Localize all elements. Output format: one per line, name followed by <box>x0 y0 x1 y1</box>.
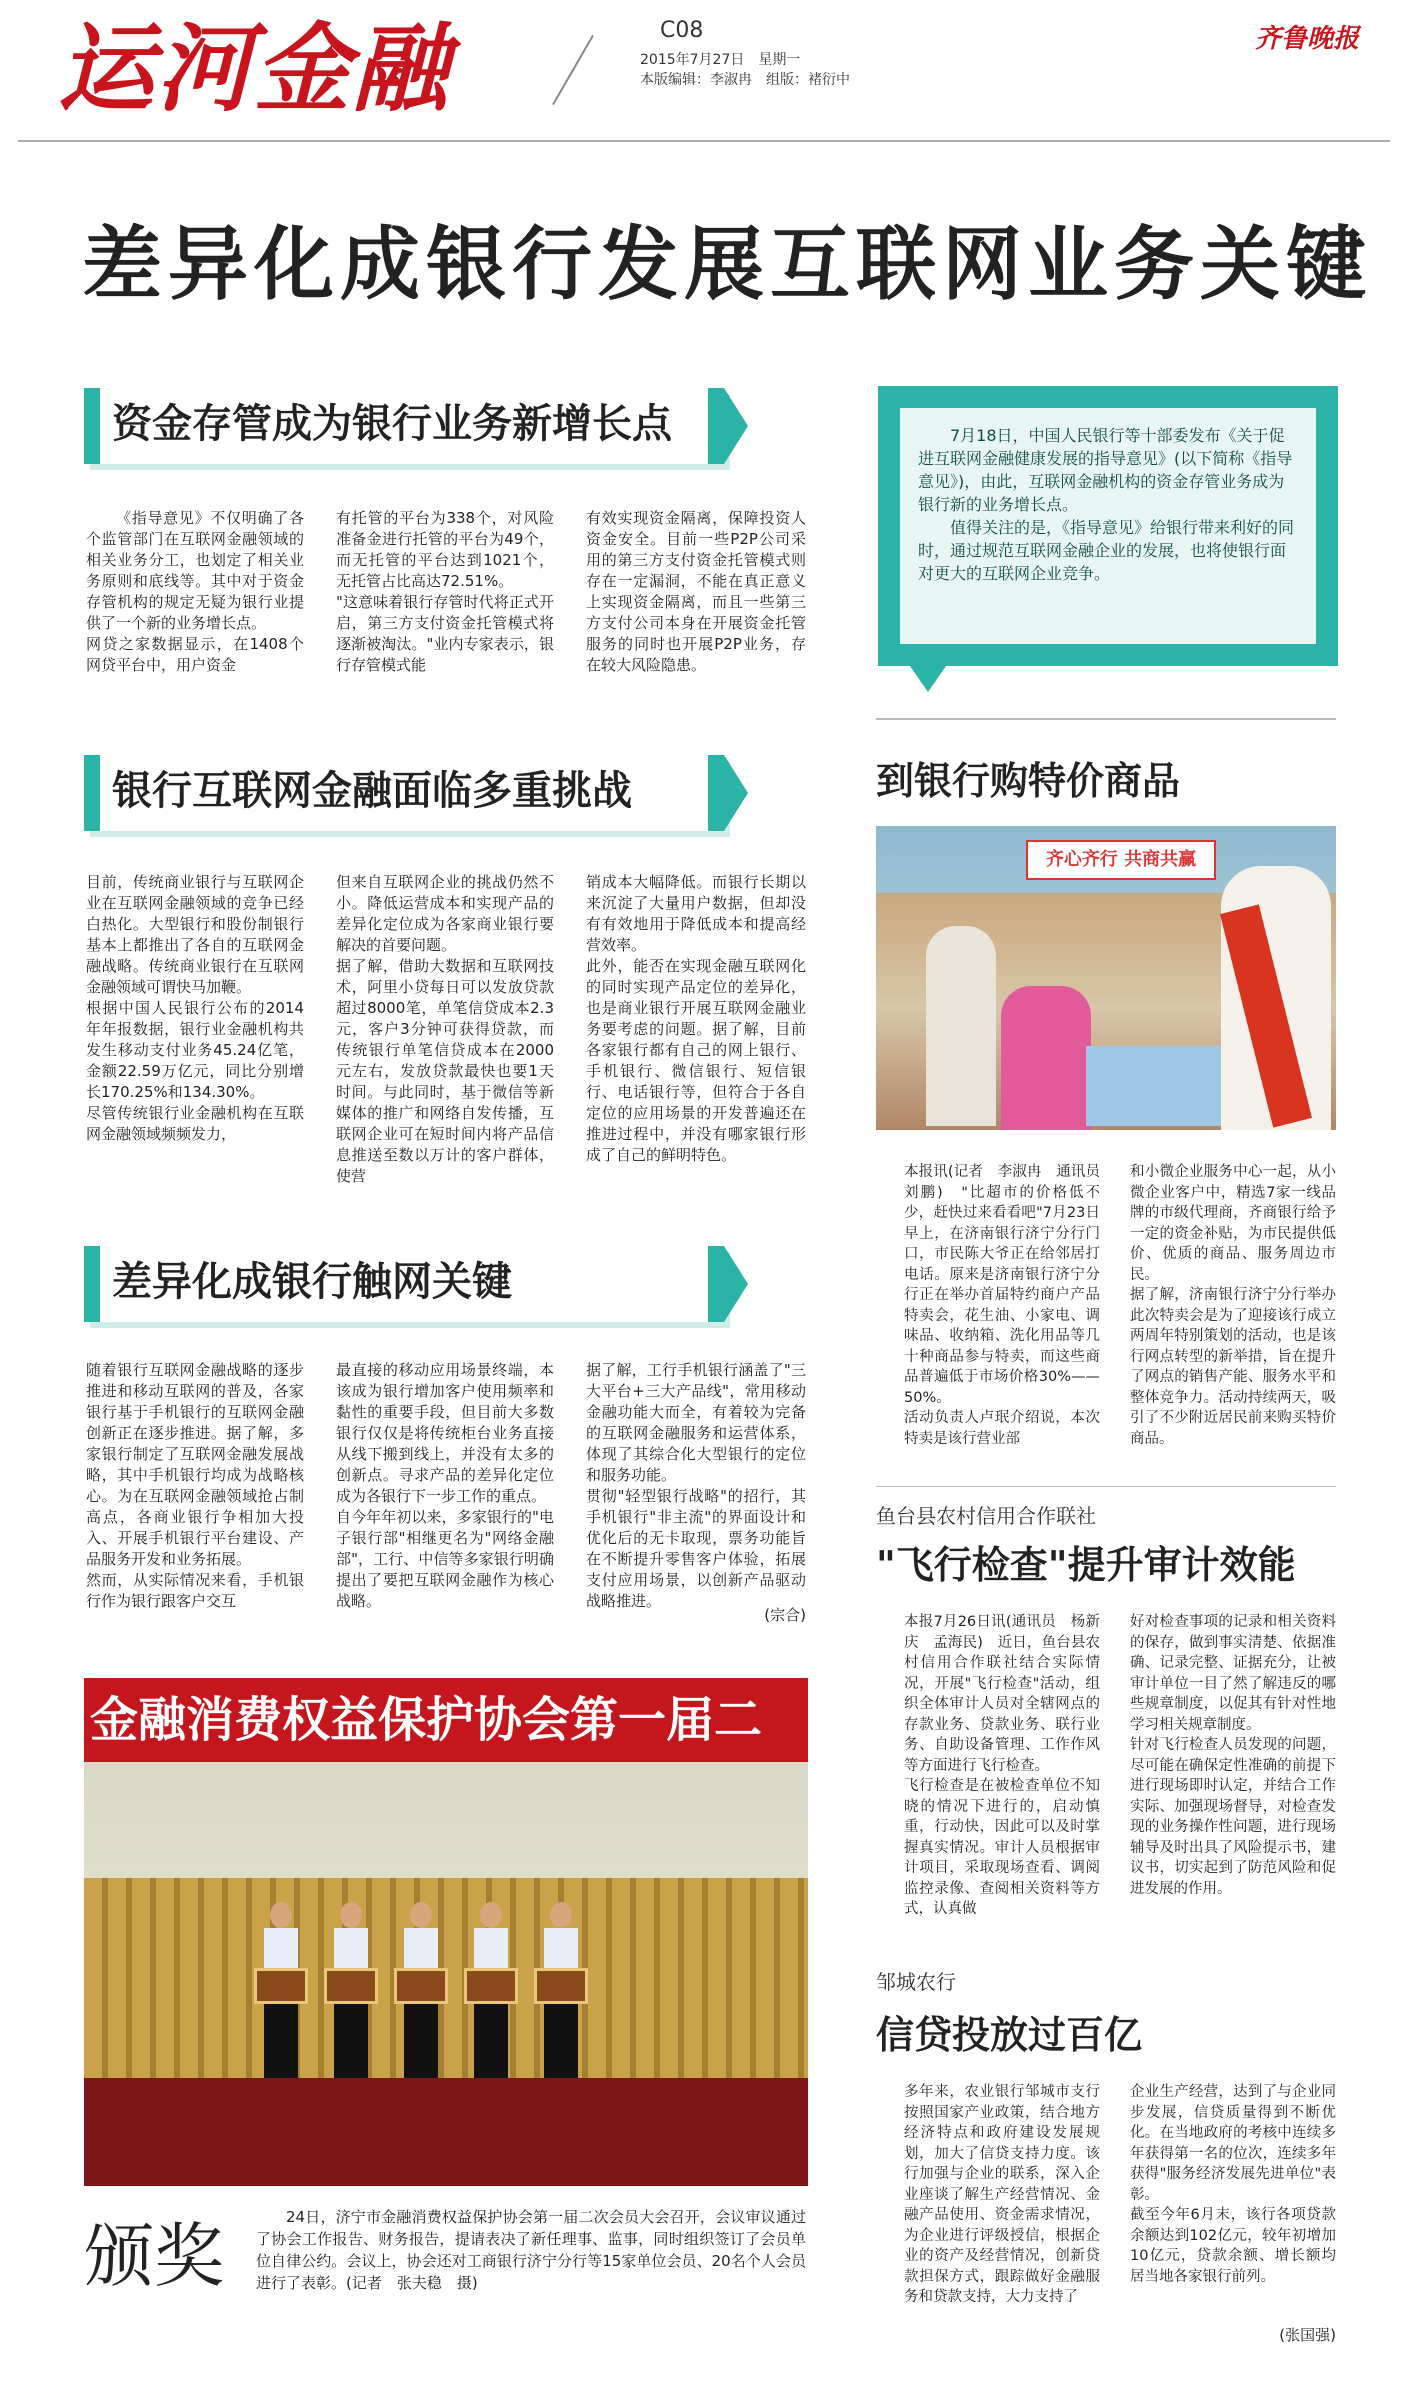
award-plaque <box>324 1968 378 2004</box>
masthead-rule <box>18 140 1390 142</box>
article-column: 据了解，工行手机银行涵盖了"三大平台+三大产品线"，常用移动金融功能大而全，有着较为完备的互联网金融服务和运营体系，体现了其综合化大型银行的定位和服务功能。 贯彻"轻型银行战略"的招行，其手机银行"非主流"的界面设计和优化后的无卡取现，票务功能旨在不断提升零售客户体验，拓展支付应用场景，以创新产品驱动战略推进。 <box>586 1361 806 1610</box>
article-column: 《指导意见》不仅明确了各个监管部门在互联网金融领域的相关业务分工，也划定了相关业务原则和底线等。其中对于资金存管机构的规定无疑为银行业提供了一个新的业务增长点。 网贷之家数据显示，在1408个网贷平台中，用户资金 <box>86 509 304 674</box>
section3-title: 差异化成银行触网关键 <box>100 1246 708 1322</box>
lead-quote-p2: 值得关注的是，《指导意见》给银行带来利好的同时，通过规范互联网金融企业的发展，也将使银行面对更大的互联网企业竞争。 <box>918 518 1295 583</box>
award-plaque <box>254 1968 308 2004</box>
page-headline: 差异化成银行发展互联网业务关键 <box>82 218 1372 311</box>
quote-pointer <box>910 666 946 692</box>
article-title: "飞行检查"提升审计效能 <box>876 1543 1296 1587</box>
article-column: 企业生产经营，达到了与企业同步发展，信贷质量得到不断优化。在当地政府的考核中连续多年获得第一名的位次，连续多年获得"服务经济发展先进单位"表彰。 截至今年6月末，该行各项贷款余额达到102亿元，较年初增加10亿元，贷款余额、增长额均居当地各家银行前列。 <box>1130 2084 1336 2285</box>
article-kicker: 邹城农行 <box>876 1970 956 1994</box>
award-plaque <box>464 1968 518 2004</box>
date-line: 2015年7月27日 星期一 <box>640 52 801 68</box>
article-title: 到银行购特价商品 <box>876 759 1181 803</box>
page-number: C08 <box>660 18 704 43</box>
article-column: 本报讯(记者 李淑冉 通讯员 刘鹏) "比超市的价格低不少，赶快过来看看吧"7月23日早上，在济南银行济宁分行门口，市民陈大爷正在给邻居打电话。原来是济南银行济宁分行正在举办首届特约商户产品特卖会，花生油、小家电、调味品、收纳箱、洗化用品等几十种商品参与特卖，而这些商品普遍低于市场价格30%——50%。 活动负责人卢珉介绍说，本次特卖是该行营业部 <box>904 1164 1100 1447</box>
article-kicker: 鱼台县农村信用合作联社 <box>876 1504 1096 1528</box>
award-label: 颁奖 <box>84 2215 224 2297</box>
photo-sign: 齐心齐行 共商共赢 <box>1026 840 1216 880</box>
article-column: 多年来，农业银行邹城市支行按照国家产业政策，结合地方经济特点和政府建设发展规划，加大了信贷支持力度。该行加强与企业的联系，深入企业座谈了解生产经营情况、金融产品使用、资金需求情况，为企业进行评级授信，根据企业的资产及经营情况，创新贷款担保方式，跟踪做好金融服务和贷款支持，大力支持了 <box>904 2084 1100 2305</box>
article-column: 和小微企业服务中心一起，从小微企业客户中，精选7家一线品牌的市级代理商，齐商银行给予一定的资金补贴，为市民提供低价、优质的商品、服务周边市民。 据了解，济南银行济宁分行举办此次特卖会是为了迎接该行成立两周年特别策划的活动，也是该行网点转型的新举措，旨在提升了网点的销售产能、服务水平和整体竞争力。活动持续两天，吸引了不少附近居民前来购买特价商品。 <box>1130 1164 1336 1447</box>
stage-floor <box>84 2078 808 2186</box>
article-column: 本报7月26日讯(通讯员 杨新庆 孟海民) 近日，鱼台县农村信用合作联社结合实际情况，开展"飞行检查"活动，组织全体审计人员对全辖网点的存款业务、贷款业务、联行业务、自助设备管理、工作作风等方面进行飞行检查。 飞行检查是在被检查单位不知晓的情况下进行的，启动慎重，行动快，因此可以及时掌握真实情况。审计人员根据审计项目，采取现场查看、调阅监控录像、查阅相关资料等方式，认真做 <box>904 1614 1100 1917</box>
article-column: 最直接的移动应用场景终端，本该成为银行增加客户使用频率和黏性的重要手段，但目前大多数银行仅仅是将传统柜台业务直接从线下搬到线上，并没有太多的创新点。寻求产品的差异化定位成为各银行下一步工作的重点。 自今年年初以来，多家银行的"电子银行部"相继更名为"网络金融部"，工行、中信等多家银行明确提出了要把互联网金融作为核心战略。 <box>336 1361 554 1610</box>
article-title: 信贷投放过百亿 <box>876 2013 1143 2057</box>
section2-banner <box>84 755 724 831</box>
section3-banner <box>84 1246 724 1322</box>
masthead-meta <box>640 50 850 90</box>
section1-banner <box>84 388 724 464</box>
photo-caption: 24日，济宁市金融消费权益保护协会第一届二次会员大会召开，会议审议通过了协会工作报告、财务报告，提请表决了新任理事、监事，同时组织签订了会员单位自律公约。会议上，协会还对工商银行济宁分行等15家单位会员、20名个人会员进行了表彰。(记者 张夫稳 摄) <box>256 2208 806 2292</box>
article-column: 随着银行互联网金融战略的逐步推进和移动互联网的普及，各家银行基于手机银行的互联网金融创新正在逐步推进。据了解，多家银行制定了互联网金融发展战略，其中手机银行均成为战略核心。为在互联网金融领域抢占制高点，各商业银行争相加大投入、开展手机银行平台建设、产品服务开发和业务拓展。 然而，从实际情况来看，手机银行作为银行跟客户交互 <box>86 1361 304 1610</box>
award-ceremony-photo <box>84 1678 808 2186</box>
article-column: 目前，传统商业银行与互联网企业在互联网金融领域的竞争已经白热化。大型银行和股份制银行基本上都推出了各自的互联网金融战略。传统商业银行在互联网金融领域可谓快马加鞭。 根据中国人民银行公布的2014年年报数据，银行业金融机构共发生移动支付业务45.24亿笔，金额22.59万亿元，同比分别增长170.25%和134.30%。 尽管传统银行业金融机构在互联网金融领域频频发力， <box>86 873 304 1143</box>
award-plaque <box>394 1968 448 2004</box>
article-column: 有托管的平台为338个，对风险准备金进行托管的平台为49个，而无托管的平台达到1021个，无托管占比高达72.51%。 "这意味着银行存管时代将正式开启，第三方支付资金托管模式将逐渐被淘汰。"业内专家表示，银行存管模式能 <box>336 509 554 674</box>
section-brand-title: 运河金融 <box>58 13 450 125</box>
article-column: 有效实现资金隔离，保障投资人资金安全。目前一些P2P公司采用的第三方支付资金托管模式则存在一定漏洞，不能在真正意义上实现资金隔离，而且一些第三方支付公司本身在开展资金托管服务的同时也开展P2P业务，存在较大风险隐患。 <box>586 509 806 674</box>
lead-quote-text <box>900 408 1316 644</box>
article-column: 好对检查事项的记录和相关资料的保存，做到事实清楚、依据准确、记录完整、证据充分，让被审计单位一目了然了解违反的哪些规章制度，以促其有针对性地学习相关规章制度。 针对飞行检查人员发现的问题，尽可能在确保定性准确的前提下进行现场即时认定，并结合工作实际、加强现场督导，对检查发现的业务操作性问题，进行现场辅导及时出具了风险提示书，建议书，切实起到了防范风险和促进发展的作用。 <box>1130 1614 1336 1897</box>
newspaper-logo: 齐鲁晚报 <box>1255 24 1360 54</box>
person-figure <box>926 926 996 1126</box>
editors-line: 本版编辑：李淑冉 组版：褚衍中 <box>640 72 850 88</box>
bank-sale-photo <box>876 826 1336 1130</box>
article-credit: (宗合) <box>764 1606 806 1624</box>
article-credit: (张国强) <box>1279 2326 1336 2344</box>
award-plaque <box>534 1968 588 2004</box>
section-divider <box>876 1486 1336 1487</box>
person-figure <box>1001 986 1091 1130</box>
section2-title: 银行互联网金融面临多重挑战 <box>100 755 708 831</box>
product-table <box>1086 1046 1236 1126</box>
section1-title: 资金存管成为银行业务新增长点 <box>100 388 708 464</box>
article-column: 销成本大幅降低。而银行长期以来沉淀了大量用户数据，但却没有有效地用于降低成本和提高经营效率。 此外，能否在实现金融互联网化的同时实现产品定位的差异化，也是商业银行开展互联网金融业务要考虑的问题。据了解，目前各家银行都有自己的网上银行、手机银行、微信银行、短信银行、电话银行等，但符合于各自定位的应用场景的开发普遍还在推进过程中，并没有哪家银行形成了自己的鲜明特色。 <box>586 873 806 1164</box>
lead-quote-box <box>878 386 1338 666</box>
ceremony-banner: 金融消费权益保护协会第一届二 <box>84 1678 808 1762</box>
article-column: 但来自互联网企业的挑战仍然不小。降低运营成本和实现产品的差异化定位成为各家商业银行要解决的首要问题。 据了解，借助大数据和互联网技术，阿里小贷每日可以发放贷款超过8000笔，单笔信贷成本2.3元，客户3分钟可获得贷款，而传统银行单笔信贷成本在2000元左右，发放贷款最快也要1天时间。与此同时，基于微信等新媒体的推广和网络自发传播，互联网企业可在短时间内将产品信息推送至数以万计的客户群体，使营 <box>336 873 554 1185</box>
lead-quote-p1: 7月18日，中国人民银行等十部委发布《关于促进互联网金融健康发展的指导意见》(以下简称《指导意见》)，由此，互联网金融机构的资金存管业务成为银行新的业务增长点。 <box>918 426 1293 514</box>
section-divider <box>876 718 1336 720</box>
